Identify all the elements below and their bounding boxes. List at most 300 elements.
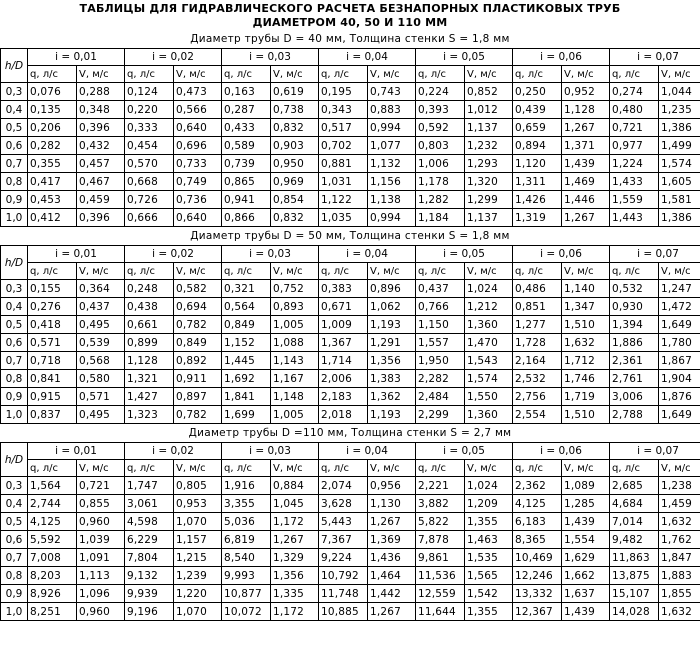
flow-rate-cell: 4,598: [125, 513, 174, 531]
velocity-cell: 1,469: [562, 173, 610, 191]
slope-header: i = 0,03: [222, 443, 319, 460]
velocity-cell: 1,360: [465, 316, 513, 334]
flow-rate-cell: 1,150: [416, 316, 465, 334]
flow-rate-cell: 0,894: [513, 137, 562, 155]
flow-rate-cell: 2,164: [513, 352, 562, 370]
velocity-cell: 0,437: [77, 298, 125, 316]
row-hd-value: 0,7: [1, 352, 28, 370]
flow-rate-cell: 1,321: [125, 370, 174, 388]
flow-rate-cell: 0,899: [125, 334, 174, 352]
velocity-cell: 1,024: [465, 477, 513, 495]
velocity-cell: 0,348: [77, 101, 125, 119]
velocity-cell: 1,089: [562, 477, 610, 495]
flow-rate-cell: 12,367: [513, 603, 562, 621]
flow-rate-cell: 0,276: [28, 298, 77, 316]
velocity-cell: 0,696: [174, 137, 222, 155]
velocity-cell: 1,267: [271, 531, 319, 549]
flow-rate-cell: 0,163: [222, 83, 271, 101]
velocity-cell: 1,193: [368, 406, 416, 424]
flow-rate-cell: 1,367: [319, 334, 368, 352]
flow-rate-cell: 1,714: [319, 352, 368, 370]
velocity-cell: 1,285: [562, 495, 610, 513]
velocity-cell: 0,752: [271, 280, 319, 298]
velocity-cell: 1,762: [659, 531, 700, 549]
flow-rate-header: q, л/с: [416, 66, 465, 83]
velocity-cell: 1,039: [77, 531, 125, 549]
flow-rate-cell: 11,536: [416, 567, 465, 585]
flow-rate-cell: 0,866: [222, 209, 271, 227]
flow-rate-cell: 7,008: [28, 549, 77, 567]
velocity-cell: 0,743: [368, 83, 416, 101]
velocity-cell: 1,439: [562, 603, 610, 621]
row-hd-value: 1,0: [1, 209, 28, 227]
flow-rate-cell: 4,125: [28, 513, 77, 531]
flow-rate-cell: 3,882: [416, 495, 465, 513]
flow-rate-cell: 0,282: [28, 137, 77, 155]
slope-header: i = 0,02: [125, 443, 222, 460]
flow-rate-cell: 15,107: [610, 585, 659, 603]
flow-rate-cell: 0,287: [222, 101, 271, 119]
table-row: [1, 549, 700, 567]
velocity-cell: 1,904: [659, 370, 700, 388]
flow-rate-header: q, л/с: [222, 263, 271, 280]
table-row: [1, 155, 700, 173]
velocity-cell: 0,855: [77, 495, 125, 513]
velocity-cell: 1,605: [659, 173, 700, 191]
velocity-cell: 1,436: [368, 549, 416, 567]
velocity-cell: 1,070: [174, 513, 222, 531]
row-hd-value: 0,8: [1, 370, 28, 388]
velocity-cell: 1,464: [368, 567, 416, 585]
slope-header: i = 0,06: [513, 49, 610, 66]
table-row: [1, 101, 700, 119]
velocity-cell: 0,619: [271, 83, 319, 101]
velocity-cell: 1,012: [465, 101, 513, 119]
velocity-cell: 0,892: [174, 352, 222, 370]
velocity-cell: 1,267: [562, 119, 610, 137]
flow-rate-cell: 13,875: [610, 567, 659, 585]
flow-rate-cell: 1,427: [125, 388, 174, 406]
velocity-cell: 0,849: [174, 334, 222, 352]
velocity-cell: 0,571: [77, 388, 125, 406]
velocity-cell: 1,581: [659, 191, 700, 209]
row-hd-value: 0,7: [1, 549, 28, 567]
velocity-cell: 1,267: [368, 603, 416, 621]
velocity-cell: 1,637: [562, 585, 610, 603]
slope-header: i = 0,05: [416, 443, 513, 460]
flow-rate-cell: 0,841: [28, 370, 77, 388]
velocity-cell: 1,138: [368, 191, 416, 209]
velocity-cell: 0,782: [174, 406, 222, 424]
flow-rate-cell: 1,277: [513, 316, 562, 334]
table-row: [1, 477, 700, 495]
flow-rate-cell: 0,393: [416, 101, 465, 119]
flow-rate-cell: 0,589: [222, 137, 271, 155]
flow-rate-cell: 7,804: [125, 549, 174, 567]
flow-rate-header: q, л/с: [513, 66, 562, 83]
flow-rate-cell: 0,333: [125, 119, 174, 137]
velocity-header: V, м/с: [174, 263, 222, 280]
velocity-cell: 1,005: [271, 316, 319, 334]
velocity-cell: 1,091: [77, 549, 125, 567]
flow-rate-cell: 1,122: [319, 191, 368, 209]
flow-rate-cell: 0,343: [319, 101, 368, 119]
flow-rate-cell: 0,837: [28, 406, 77, 424]
slope-header: i = 0,04: [319, 49, 416, 66]
velocity-cell: 0,960: [77, 603, 125, 621]
velocity-cell: 1,499: [659, 137, 700, 155]
row-hd-value: 0,5: [1, 513, 28, 531]
velocity-cell: 0,897: [174, 388, 222, 406]
velocity-header: V, м/с: [174, 460, 222, 477]
tables-container: [0, 33, 700, 621]
hydraulic-table: [0, 245, 700, 424]
flow-rate-cell: 9,993: [222, 567, 271, 585]
velocity-cell: 1,356: [368, 352, 416, 370]
velocity-cell: 1,291: [368, 334, 416, 352]
flow-rate-header: q, л/с: [125, 460, 174, 477]
table-row: [1, 406, 700, 424]
velocity-header: V, м/с: [77, 460, 125, 477]
slope-header: i = 0,01: [28, 443, 125, 460]
velocity-cell: 0,956: [368, 477, 416, 495]
velocity-cell: 1,386: [659, 119, 700, 137]
flow-rate-cell: 0,702: [319, 137, 368, 155]
flow-rate-cell: 4,684: [610, 495, 659, 513]
flow-rate-header: q, л/с: [222, 460, 271, 477]
flow-rate-header: q, л/с: [513, 263, 562, 280]
table-row: [1, 173, 700, 191]
flow-rate-cell: 2,221: [416, 477, 465, 495]
velocity-header: V, м/с: [77, 263, 125, 280]
flow-rate-cell: 0,383: [319, 280, 368, 298]
velocity-cell: 1,212: [465, 298, 513, 316]
velocity-cell: 1,299: [465, 191, 513, 209]
velocity-header: V, м/с: [659, 66, 700, 83]
velocity-cell: 0,580: [77, 370, 125, 388]
table-caption: Диаметр трубы D = 50 мм, Толщина стенки S = 1,8 мм: [0, 230, 700, 243]
flow-rate-header: q, л/с: [125, 66, 174, 83]
flow-rate-cell: 0,739: [222, 155, 271, 173]
flow-rate-header: q, л/с: [28, 460, 77, 477]
flow-rate-cell: 1,443: [610, 209, 659, 227]
velocity-cell: 1,439: [562, 513, 610, 531]
table-row: [1, 298, 700, 316]
velocity-cell: 0,832: [271, 209, 319, 227]
flow-rate-cell: 0,412: [28, 209, 77, 227]
table-caption: Диаметр трубы D = 40 мм, Толщина стенки S = 1,8 мм: [0, 33, 700, 46]
velocity-cell: 0,749: [174, 173, 222, 191]
velocity-cell: 1,088: [271, 334, 319, 352]
velocity-cell: 1,132: [368, 155, 416, 173]
flow-rate-cell: 10,877: [222, 585, 271, 603]
flow-rate-header: q, л/с: [319, 460, 368, 477]
flow-rate-cell: 5,036: [222, 513, 271, 531]
table-row: [1, 585, 700, 603]
flow-rate-cell: 7,014: [610, 513, 659, 531]
velocity-cell: 0,883: [368, 101, 416, 119]
velocity-cell: 1,712: [562, 352, 610, 370]
flow-rate-cell: 0,659: [513, 119, 562, 137]
velocity-header: V, м/с: [659, 263, 700, 280]
row-hd-value: 0,6: [1, 531, 28, 549]
velocity-cell: 0,994: [368, 119, 416, 137]
velocity-cell: 1,113: [77, 567, 125, 585]
velocity-cell: 1,156: [368, 173, 416, 191]
slope-header: i = 0,07: [610, 443, 700, 460]
table-row: [1, 603, 700, 621]
velocity-cell: 0,539: [77, 334, 125, 352]
flow-rate-cell: 0,661: [125, 316, 174, 334]
flow-rate-cell: 2,018: [319, 406, 368, 424]
velocity-cell: 1,172: [271, 603, 319, 621]
flow-rate-cell: 1,323: [125, 406, 174, 424]
slope-header: i = 0,04: [319, 443, 416, 460]
flow-rate-cell: 9,132: [125, 567, 174, 585]
velocity-cell: 1,439: [562, 155, 610, 173]
velocity-header: V, м/с: [368, 263, 416, 280]
flow-rate-cell: 10,885: [319, 603, 368, 621]
velocity-cell: 0,953: [174, 495, 222, 513]
velocity-cell: 0,568: [77, 352, 125, 370]
flow-rate-cell: 0,592: [416, 119, 465, 137]
flow-rate-cell: 1,886: [610, 334, 659, 352]
velocity-cell: 0,969: [271, 173, 319, 191]
velocity-header: V, м/с: [174, 66, 222, 83]
velocity-cell: 1,247: [659, 280, 700, 298]
table-row: [1, 334, 700, 352]
velocity-header: V, м/с: [77, 66, 125, 83]
flow-rate-header: q, л/с: [513, 460, 562, 477]
flow-rate-cell: 0,726: [125, 191, 174, 209]
velocity-cell: 0,994: [368, 209, 416, 227]
velocity-cell: 1,128: [562, 101, 610, 119]
slope-header: i = 0,06: [513, 246, 610, 263]
velocity-header: V, м/с: [659, 460, 700, 477]
velocity-cell: 1,143: [271, 352, 319, 370]
table-row: [1, 83, 700, 101]
velocity-cell: 1,867: [659, 352, 700, 370]
flow-rate-cell: 5,443: [319, 513, 368, 531]
table-row: [1, 137, 700, 155]
velocity-header: V, м/с: [271, 460, 319, 477]
flow-rate-cell: 2,756: [513, 388, 562, 406]
flow-rate-cell: 1,184: [416, 209, 465, 227]
flow-rate-cell: 9,939: [125, 585, 174, 603]
flow-rate-cell: 1,559: [610, 191, 659, 209]
flow-rate-cell: 0,417: [28, 173, 77, 191]
row-hd-value: 0,3: [1, 280, 28, 298]
velocity-cell: 1,510: [562, 316, 610, 334]
flow-rate-cell: 0,718: [28, 352, 77, 370]
flow-rate-cell: 0,248: [125, 280, 174, 298]
velocity-cell: 1,137: [465, 209, 513, 227]
flow-rate-cell: 1,950: [416, 352, 465, 370]
velocity-cell: 1,024: [465, 280, 513, 298]
flow-rate-cell: 0,941: [222, 191, 271, 209]
slope-header: i = 0,03: [222, 49, 319, 66]
velocity-cell: 1,329: [271, 549, 319, 567]
flow-rate-cell: 7,878: [416, 531, 465, 549]
flow-rate-cell: 10,792: [319, 567, 368, 585]
flow-rate-cell: 0,437: [416, 280, 465, 298]
velocity-cell: 0,459: [77, 191, 125, 209]
flow-rate-cell: 5,592: [28, 531, 77, 549]
table-row: [1, 513, 700, 531]
velocity-cell: 1,369: [368, 531, 416, 549]
velocity-cell: 0,852: [465, 83, 513, 101]
velocity-cell: 1,140: [562, 280, 610, 298]
velocity-cell: 1,209: [465, 495, 513, 513]
slope-header: i = 0,02: [125, 49, 222, 66]
hydraulic-table: [0, 48, 700, 227]
row-hd-value: 0,4: [1, 298, 28, 316]
velocity-cell: 1,070: [174, 603, 222, 621]
velocity-cell: 1,235: [659, 101, 700, 119]
slope-header: i = 0,03: [222, 246, 319, 263]
hydraulic-table: [0, 442, 700, 621]
flow-rate-cell: 2,361: [610, 352, 659, 370]
velocity-cell: 0,903: [271, 137, 319, 155]
flow-rate-cell: 3,628: [319, 495, 368, 513]
velocity-cell: 0,832: [271, 119, 319, 137]
table-row: [1, 209, 700, 227]
row-hd-value: 0,6: [1, 137, 28, 155]
flow-rate-cell: 9,482: [610, 531, 659, 549]
flow-rate-cell: 5,822: [416, 513, 465, 531]
velocity-cell: 1,535: [465, 549, 513, 567]
velocity-header: V, м/с: [562, 263, 610, 280]
flow-rate-cell: 1,006: [416, 155, 465, 173]
velocity-cell: 0,495: [77, 406, 125, 424]
slope-header: i = 0,05: [416, 49, 513, 66]
flow-rate-cell: 0,321: [222, 280, 271, 298]
row-hd-value: 0,6: [1, 334, 28, 352]
flow-rate-cell: 11,748: [319, 585, 368, 603]
flow-rate-cell: 11,863: [610, 549, 659, 567]
flow-rate-cell: 1,178: [416, 173, 465, 191]
flow-rate-cell: 1,120: [513, 155, 562, 173]
hd-header: h/D: [1, 443, 28, 477]
flow-rate-cell: 1,564: [28, 477, 77, 495]
velocity-header: V, м/с: [465, 66, 513, 83]
row-hd-value: 0,9: [1, 585, 28, 603]
flow-rate-cell: 1,031: [319, 173, 368, 191]
hd-header: h/D: [1, 246, 28, 280]
velocity-cell: 1,130: [368, 495, 416, 513]
slope-header: i = 0,05: [416, 246, 513, 263]
flow-rate-header: q, л/с: [319, 263, 368, 280]
velocity-cell: 1,335: [271, 585, 319, 603]
flow-rate-cell: 1,035: [319, 209, 368, 227]
row-hd-value: 1,0: [1, 406, 28, 424]
flow-rate-cell: 2,183: [319, 388, 368, 406]
flow-rate-cell: 2,484: [416, 388, 465, 406]
flow-rate-cell: 9,861: [416, 549, 465, 567]
velocity-cell: 0,640: [174, 119, 222, 137]
flow-rate-cell: 2,006: [319, 370, 368, 388]
velocity-cell: 1,193: [368, 316, 416, 334]
flow-rate-cell: 0,355: [28, 155, 77, 173]
row-hd-value: 0,5: [1, 119, 28, 137]
velocity-cell: 1,780: [659, 334, 700, 352]
velocity-cell: 1,883: [659, 567, 700, 585]
velocity-cell: 1,383: [368, 370, 416, 388]
velocity-cell: 0,396: [77, 119, 125, 137]
flow-rate-cell: 0,224: [416, 83, 465, 101]
velocity-cell: 1,096: [77, 585, 125, 603]
flow-rate-cell: 0,453: [28, 191, 77, 209]
flow-rate-cell: 0,206: [28, 119, 77, 137]
velocity-cell: 1,362: [368, 388, 416, 406]
velocity-cell: 1,554: [562, 531, 610, 549]
flow-rate-cell: 1,699: [222, 406, 271, 424]
flow-rate-cell: 1,747: [125, 477, 174, 495]
velocity-cell: 1,215: [174, 549, 222, 567]
flow-rate-cell: 2,761: [610, 370, 659, 388]
flow-rate-cell: 0,124: [125, 83, 174, 101]
velocity-cell: 0,582: [174, 280, 222, 298]
flow-rate-cell: 0,274: [610, 83, 659, 101]
velocity-cell: 0,396: [77, 209, 125, 227]
velocity-cell: 1,355: [465, 513, 513, 531]
velocity-cell: 1,649: [659, 316, 700, 334]
flow-rate-cell: 13,332: [513, 585, 562, 603]
flow-rate-cell: 0,135: [28, 101, 77, 119]
flow-rate-cell: 0,849: [222, 316, 271, 334]
flow-rate-cell: 0,564: [222, 298, 271, 316]
velocity-cell: 1,632: [562, 334, 610, 352]
velocity-cell: 1,137: [465, 119, 513, 137]
velocity-cell: 1,371: [562, 137, 610, 155]
flow-rate-cell: 0,570: [125, 155, 174, 173]
row-hd-value: 0,9: [1, 388, 28, 406]
flow-rate-cell: 1,152: [222, 334, 271, 352]
velocity-cell: 1,360: [465, 406, 513, 424]
document-page: [0, 2, 700, 621]
flow-rate-cell: 1,224: [610, 155, 659, 173]
flow-rate-cell: 12,246: [513, 567, 562, 585]
flow-rate-cell: 0,766: [416, 298, 465, 316]
flow-rate-cell: 2,299: [416, 406, 465, 424]
velocity-cell: 1,459: [659, 495, 700, 513]
flow-rate-cell: 2,532: [513, 370, 562, 388]
row-hd-value: 0,4: [1, 495, 28, 513]
flow-rate-cell: 0,439: [513, 101, 562, 119]
velocity-cell: 1,632: [659, 603, 700, 621]
flow-rate-header: q, л/с: [610, 66, 659, 83]
flow-rate-header: q, л/с: [319, 66, 368, 83]
velocity-cell: 0,467: [77, 173, 125, 191]
flow-rate-cell: 8,926: [28, 585, 77, 603]
table-row: [1, 388, 700, 406]
flow-rate-cell: 3,006: [610, 388, 659, 406]
velocity-cell: 0,457: [77, 155, 125, 173]
velocity-cell: 1,649: [659, 406, 700, 424]
flow-rate-cell: 0,930: [610, 298, 659, 316]
flow-rate-cell: 9,224: [319, 549, 368, 567]
flow-rate-cell: 6,229: [125, 531, 174, 549]
velocity-header: V, м/с: [368, 460, 416, 477]
slope-header: i = 0,07: [610, 49, 700, 66]
velocity-cell: 0,495: [77, 316, 125, 334]
flow-rate-cell: 0,532: [610, 280, 659, 298]
velocity-cell: 1,632: [659, 513, 700, 531]
flow-rate-cell: 1,692: [222, 370, 271, 388]
velocity-cell: 1,543: [465, 352, 513, 370]
flow-rate-cell: 0,155: [28, 280, 77, 298]
velocity-cell: 1,472: [659, 298, 700, 316]
